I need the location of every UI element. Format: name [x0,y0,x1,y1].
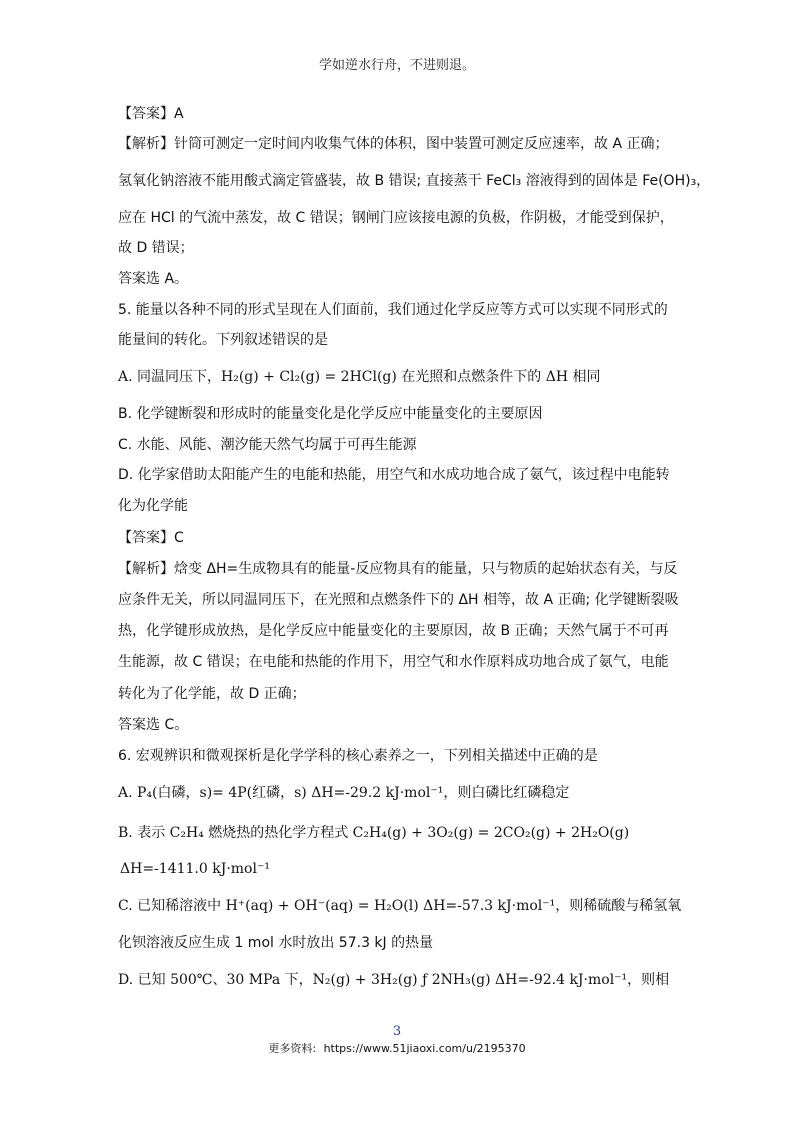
option-a: A. P₄(白磷，s)= 4P(红磷，s) ΔH=-29.2 kJ·mol⁻¹，则白磷比红磷稳定 [118,785,570,801]
text-line: 化为化学能 [118,498,188,514]
page-header-motto: 学如逆水行舟，不进则退。 [318,58,475,73]
option-a: A. 同温同压下，H₂(g) + Cl₂(g) = 2HCl(g) 在光照和点燃条件下的 ΔH 相同 [118,369,601,385]
analysis-line: 热，化学键形成放热，是化学反应中能量变化的主要原因，故 B 正确；天然气属于不可再 [118,623,669,639]
analysis-line: 转化为了化学能，故 D 正确； [118,686,306,702]
more-resources-label: 更多资料: [268,1042,317,1055]
text-line: 能量间的转化。下列叙述错误的是 [118,332,328,348]
question-6-stem: 6. 宏观辨识和微观探析是化学学科的核心素养之一，下列相关描述中正确的是 [118,748,598,764]
question-5-stem: 5. 能量以各种不同的形式呈现在人们面前，我们通过化学反应等方式可以实现不同形式的 [118,302,668,318]
text-line: 应在 HCl 的气流中蒸发，故 C 错误；钢闸门应该接电源的负极，作阴极，才能受到保护， [118,210,674,226]
equation-line: ΔH=-1411.0 kJ·mol⁻¹ [120,861,270,877]
text-line: 化钡溶液反应生成 1 mol 水时放出 57.3 kJ 的热量 [118,935,434,951]
text-line: 答案选 C。 [118,717,189,733]
analysis-line: 应条件无关，所以同温同压下，在光照和点燃条件下的 ΔH 相等，故 A 正确; 化学键断裂吸 [118,592,679,608]
option-b: B. 化学键断裂和形成时的能量变化是化学反应中能量变化的主要原因 [118,406,543,422]
page-number: 3 [392,1024,402,1039]
answer-label: 【答案】C [118,530,184,546]
option-d: D. 化学家借助太阳能产生的电能和热能，用空气和水成功地合成了氨气，该过程中电能转 [118,467,670,483]
option-c: C. 水能、风能、潮汐能天然气均属于可再生能源 [118,437,417,453]
analysis-line: 生能源，故 C 错误；在电能和热能的作用下，用空气和水作原料成功地合成了氨气，电能 [118,654,669,670]
option-b: B. 表示 C₂H₄ 燃烧热的热化学方程式 C₂H₄(g) + 3O₂(g) = 2CO₂(g) + 2H₂O(g) [118,825,630,841]
text-line: 故 D 错误； [118,240,194,256]
text-line: 答案选 A。 [118,271,189,287]
footer-more-resources [0,1040,794,1056]
more-resources-link[interactable]: https://www.51jiaoxi.com/u/2195370 [323,1042,526,1055]
option-d: D. 已知 500℃、30 MPa 下，N₂(g) + 3H₂(g) ƒ 2NH₃(g) ΔH=-92.4 kJ·mol⁻¹，则相 [118,972,670,988]
text-line: 【答案】A [118,106,184,122]
analysis-line: 【解析】焓变 ΔH=生成物具有的能量-反应物具有的能量，只与物质的起始状态有关，与反 [118,561,678,577]
text-line: 【解析】针筒可测定一定时间内收集气体的体积，图中装置可测定反应速率，故 A 正确； [118,136,669,152]
text-line: 氢氧化钠溶液不能用酸式滴定管盛装，故 B 错误; 直接蒸干 FeCl₃ 溶液得到的固体是 Fe(OH)₃， [118,173,711,189]
option-c: C. 已知稀溶液中 H⁺(aq) + OH⁻(aq) = H₂O(l) ΔH=-57.3 kJ·mol⁻¹，则稀硫酸与稀氢氧 [118,898,682,914]
